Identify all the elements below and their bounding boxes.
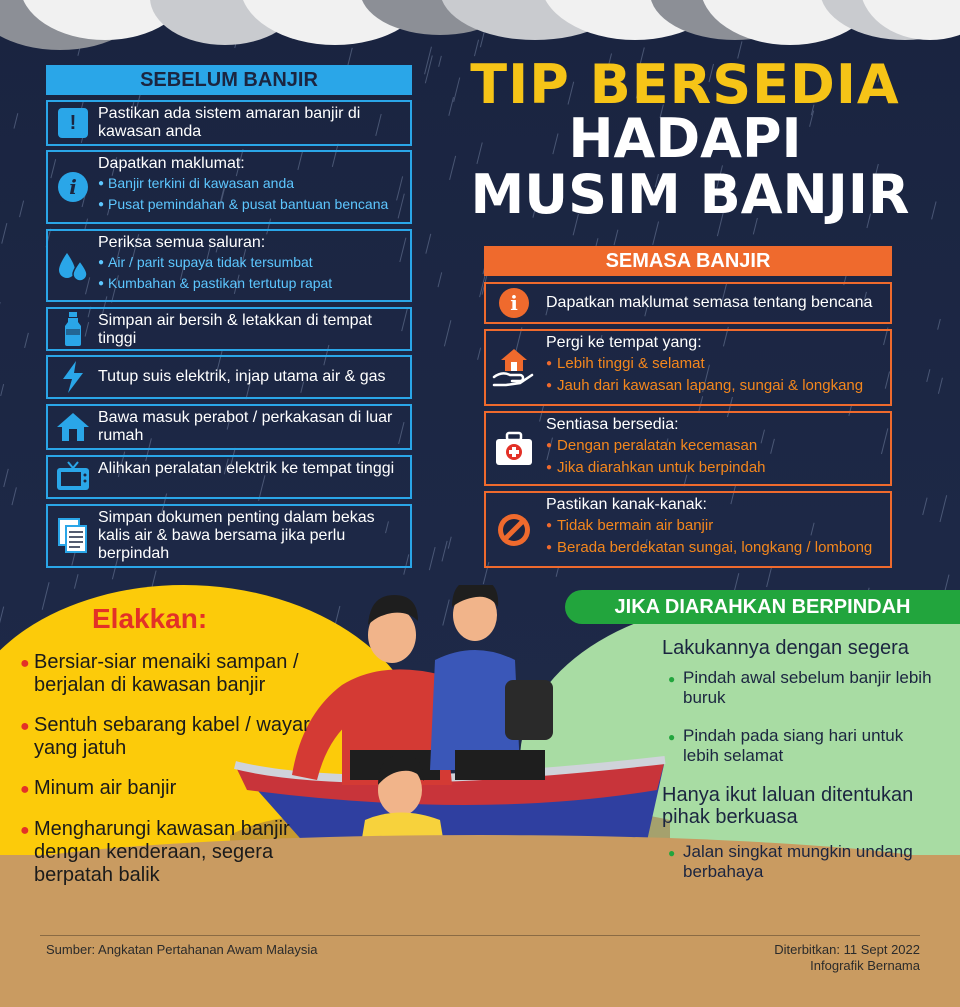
television-icon [56,461,90,493]
footer-divider [40,935,920,936]
rain-streak [444,320,451,346]
rain-streak [478,348,481,360]
title-line-1: TIP BERSEDIA [470,53,900,116]
rain-streak [734,573,739,591]
sebelum-sub-item: ● Air / parit supaya tidak tersumbat [98,252,406,273]
rain-streak [938,319,941,330]
semasa-sub-item: ● Jauh dari kawasan lapang, sungai & longkang [546,375,886,397]
rain-streak [429,547,435,570]
semasa-item [484,282,892,324]
sebelum-item-text: Periksa semua saluran: [98,234,266,251]
rain-streak [439,56,442,67]
rain-streak [927,369,930,382]
rain-streak [448,537,451,549]
elakkan-item: ● Minum air banjir [20,777,177,799]
rain-streak [940,495,947,522]
semasa-sub-item: ● Tidak bermain air banjir [546,515,886,537]
rain-streak [0,607,4,628]
semasa-item-text: Sentiasa bersedia: [546,416,679,433]
rain-streak [438,272,442,287]
semasa-banjir-heading: SEMASA BANJIR [484,246,892,276]
jika-diarahkan-berpindah-heading: JIKA DIARAHKAN BERPINDAH [565,590,960,624]
sebelum-item [46,355,412,399]
berpindah-lead: Hanya ikut laluan ditentukan pihak berkuasa [662,784,914,828]
sebelum-item [46,307,412,351]
rain-streak [480,32,484,47]
title-line-3: MUSIM BANJIR [470,163,910,226]
sebelum-sub-item: ● Banjir terkini di kawasan anda [98,173,406,194]
rain-streak [74,574,78,588]
semasa-item [484,411,892,486]
rain-streak [12,487,16,505]
rain-streak [14,113,18,128]
semasa-item-text: Dapatkan maklumat semasa tentang bencana [546,294,873,311]
rain-streak [42,582,49,609]
house-hand-icon [492,347,536,389]
warning-icon: ! [58,108,88,138]
sebelum-item-text: Pastikan ada sistem amaran banjir di kawasan anda [98,105,361,140]
rain-streak [442,541,447,562]
sebelum-item [46,404,412,450]
semasa-item-text: Pergi ke tempat yang: [546,334,702,351]
rain-streak [767,567,772,587]
rain-streak [25,333,29,348]
semasa-item [484,491,892,568]
rain-streak [614,230,618,245]
sebelum-item-text: Dapatkan maklumat: [98,155,245,172]
rain-streak [4,469,9,487]
sebelum-item [46,455,412,499]
semasa-sub-item: ● Dengan peralatan kecemasan [546,435,886,457]
lightning-icon [61,361,85,393]
water-bottle-icon [63,312,83,346]
elakkan-title: Elakkan: [92,603,208,634]
sebelum-item-text: Simpan dokumen penting dalam bekas kalis air & bawa bersama jika perlu berpindah [98,509,375,562]
semasa-item [484,329,892,406]
infographic-credit: Infografik Bernama [810,958,920,973]
documents-icon [58,518,88,554]
sebelum-item [46,150,412,224]
sebelum-banjir-heading: SEBELUM BANJIR [46,65,412,95]
elakkan-item: ● Mengharungi kawasan banjir dengan kenderaan, segera berpatah balik [20,818,290,886]
source-credit: Sumber: Angkatan Pertahanan Awam Malaysia [46,942,318,957]
sebelum-item [46,100,412,146]
sebelum-sub-item: ● Kumbahan & pastikan tertutup rapat [98,273,406,294]
info-icon: i [499,288,529,318]
water-drops-icon [56,249,90,283]
rain-streak [2,223,7,244]
sebelum-item-text: Alihkan peralatan elektrik ke tempat tinggi [98,460,395,477]
sebelum-item [46,229,412,302]
rain-streak [1,384,4,396]
semasa-sub-item: ● Berada berdekatan sungai, longkang / lombong [546,537,886,559]
sebelum-item [46,504,412,568]
first-aid-kit-icon [494,431,534,467]
house-icon [56,411,90,443]
rain-streak [938,378,942,394]
berpindah-lead: Lakukannya dengan segera [662,637,909,659]
rain-streak [426,234,431,254]
sebelum-item-text: Bawa masuk perabot / perkakasan di luar rumah [98,409,393,444]
rain-streak [425,55,432,83]
prohibited-icon [496,512,532,548]
rain-streak [425,47,432,75]
sebelum-sub-item: ● Pusat pemindahan & pusat bantuan bencana [98,194,406,215]
elakkan-item: ● Sentuh sebarang kabel / wayar yang jatuh [20,714,310,759]
publish-date: Diterbitkan: 11 Sept 2022 [774,942,920,957]
berpindah-item: ● Pindah awal sebelum banjir lebih buruk [668,668,932,707]
berpindah-item: ● Jalan singkat mungkin undang berbahaya [668,842,913,881]
publish-info [774,942,920,974]
elakkan-item: ● Bersiar-siar menaiki sampan / berjalan di kawasan banjir [20,651,299,696]
rain-streak [556,566,559,576]
berpindah-item: ● Pindah pada siang hari untuk lebih selamat [668,726,904,765]
rain-streak [20,201,24,217]
sebelum-item-text: Tutup suis elektrik, injap utama air & gas [98,368,386,385]
semasa-sub-item: ● Lebih tinggi & selamat [546,353,886,375]
rain-streak [923,498,927,515]
info-icon: i [58,172,88,202]
semasa-item-text: Pastikan kanak-kanak: [546,496,707,513]
title-line-2: HADAPI [568,107,802,170]
sebelum-item-text: Simpan air bersih & letakkan di tempat tinggi [98,312,372,347]
semasa-sub-item: ● Jika diarahkan untuk berpindah [546,457,886,479]
